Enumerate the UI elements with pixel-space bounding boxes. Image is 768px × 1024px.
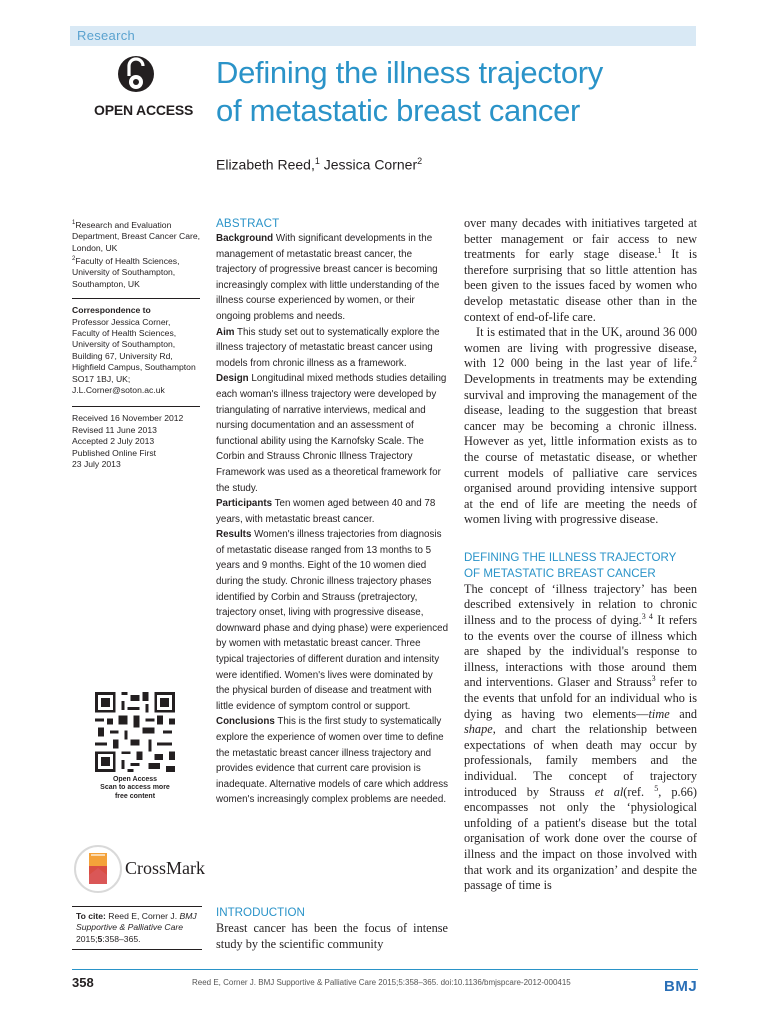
abstract-design: Design Longitudinal mixed methods studies detailing each woman's illness trajectory were developed by triangulating of narrative interviews, medical and nursing documentation and an assessment of functional ability using the Karnofsky Scale. The Corbin and Strauss Chronic Illness Trajectory Framework was used as a theoretical framework for the study. xyxy=(216,373,447,494)
author-list xyxy=(216,156,422,173)
abstract-background: Background With significant developments in the management of metastatic breast cancer, the trajectory of progressive breast cancer is becoming increasingly complex with little understanding of the illness course experienced by women, or their ongoing problems and needs. xyxy=(216,233,440,322)
abstract-aim: Aim This study set out to systematically explore the illness trajectory of metastatic breast cancer using models from chronic illness as a framework. xyxy=(216,326,440,369)
open-access-lock-icon xyxy=(116,54,156,98)
introduction-heading: INTRODUCTION xyxy=(216,906,305,919)
abstract-results: Results Women's illness trajectories from diagnosis of metastatic disease ranged from 13 months to 5 years and 9 months. Eight of the 10 women died during the study. Chronic illness trajectory phases identified by Corbin and Strauss (pretrajectory, trajectory onset, living with progressive disease, downward phase and dying phase) were experienced by women with metastatic breast cancer. Three typical trajectories of different duration and intensity were identified. Women's lives were dominated by the physical burden of disease and treatment with little evidence of symptom control or support. xyxy=(216,529,449,712)
affiliation-marker: 2 xyxy=(417,156,423,166)
section-banner xyxy=(70,26,696,46)
citation-box: To cite: Reed E, Corner J. BMJ Supportive & Palliative Care 2015;5:358–365. xyxy=(72,906,202,950)
title-line: Defining the illness trajectory xyxy=(216,55,603,90)
body-paragraph: It is estimated that in the UK, around 36 000 women are living with progressive disease, with 12 000 being in the last year of life.$^2$ Developments in treatments may be extending survival and improving the management of the disease, leading to the suggestion that breast cancer may be becoming a chronic illness. However as yet, little information exists as to the course of metastatic disease, or whether current models of palliative care services organised around providing intensive support at the end of life are meeting the needs of women living with progressive disease. xyxy=(464,325,697,527)
reference-marker[interactable]: 1 xyxy=(657,246,662,256)
date-line: 23 July 2013 xyxy=(72,459,121,470)
page-number: 358 xyxy=(72,975,94,990)
article-title xyxy=(216,54,696,130)
footer-divider xyxy=(72,969,698,970)
section-heading: DEFINING THE ILLNESS TRAJECTORY OF METASTATIC BREAST CANCER xyxy=(464,550,677,580)
section-label: Research xyxy=(77,28,136,43)
body-column xyxy=(464,216,697,894)
correspondence-heading: Correspondence to xyxy=(72,298,200,316)
abstract-conclusions: Conclusions This is the first study to systematically explore the experience of women over time to define the metastatic breast cancer illness trajectory and provides evidence that current care provision is inadequate. Alternative models of care which address women's increasingly complex problems are needed. xyxy=(216,716,448,806)
reference-marker[interactable]: 5 xyxy=(654,783,659,793)
crossmark-label[interactable]: CrossMark xyxy=(125,858,205,878)
title-line: of metastatic breast cancer xyxy=(216,93,581,128)
date-line: Published Online First xyxy=(72,447,157,458)
date-line: Received 16 November 2012 xyxy=(72,413,184,424)
body-paragraph: The concept of ‘illness trajectory’ has been described extensively in relation to chronic illness and to the process of dying.$^{3 4}$ It refers to the events over the course of illness which are shaped by the individual's response to illness, interactions with those around them and interventions. Glaser and Strauss$^3$ refer to the events that unfold for an individual who is dying as having two elements—time and shape, and chart the relationship between expectations of when death may occur by professionals, family members and the individual. The concept of trajectory introduced by Strauss et al(ref. $^5$, p.66) encompasses not only the ‘physiological unfolding of a patient's disease but the total organisation of work done over the course of illness and the impact on those involved with that work and its organization’ and despite the passage of time is xyxy=(464,581,697,893)
date-line: Revised 11 June 2013 xyxy=(72,424,157,435)
abstract-heading: ABSTRACT xyxy=(216,217,280,230)
reference-marker[interactable]: 3 4 xyxy=(641,611,653,621)
author-name[interactable]: Elizabeth Reed, xyxy=(216,156,315,173)
abstract-column xyxy=(216,216,448,808)
reference-marker[interactable]: 2 xyxy=(693,355,697,365)
affiliation-marker: 1 xyxy=(314,156,320,166)
article-sidebar xyxy=(72,218,200,470)
affiliation: $^2$Faculty of Health Sciences, University of Southampton, Southampton, UK xyxy=(72,255,180,289)
qr-code-icon[interactable] xyxy=(92,688,178,776)
article-dates xyxy=(72,406,200,470)
abstract-participants: Participants Ten women aged between 40 and 78 years, with metastatic breast cancer. xyxy=(216,498,436,525)
author-name[interactable]: Jessica Corner xyxy=(319,156,418,173)
bmj-logo[interactable]: BMJ xyxy=(664,978,698,995)
correspondence-details: Professor Jessica Corner, Faculty of Health Sciences, University of Southampton, Building 67, University Rd, Highfield Campus, Southampton SO17 1BJ, UK; J.L.Corner@soton.ac.uk xyxy=(72,316,196,395)
body-paragraph: over many decades with initiatives targeted at better management or fair access to new treatments for early stage disease.$^1$ It is therefore surprising that so little attention has been given to the issues faced by women who develop metastatic disease other than in the context of end-of-life care. xyxy=(464,216,697,324)
affiliation: $^1$Research and Evaluation Department, Breast Cancer Care, London, UK xyxy=(72,219,201,253)
date-line: Accepted 2 July 2013 xyxy=(72,436,155,447)
reference-marker[interactable]: 3 xyxy=(651,674,656,684)
qr-caption: Open Access Scan to access more free content xyxy=(100,776,170,800)
introduction-paragraph: Breast cancer has been the focus of intense study by the scientific community xyxy=(216,921,448,951)
open-access-label: OPEN ACCESS xyxy=(94,102,194,118)
footer-citation[interactable]: Reed E, Corner J. BMJ Supportive & Palliative Care 2015;5:358–365. doi:10.1136/bmjspcare-2012-000415 xyxy=(192,978,571,987)
